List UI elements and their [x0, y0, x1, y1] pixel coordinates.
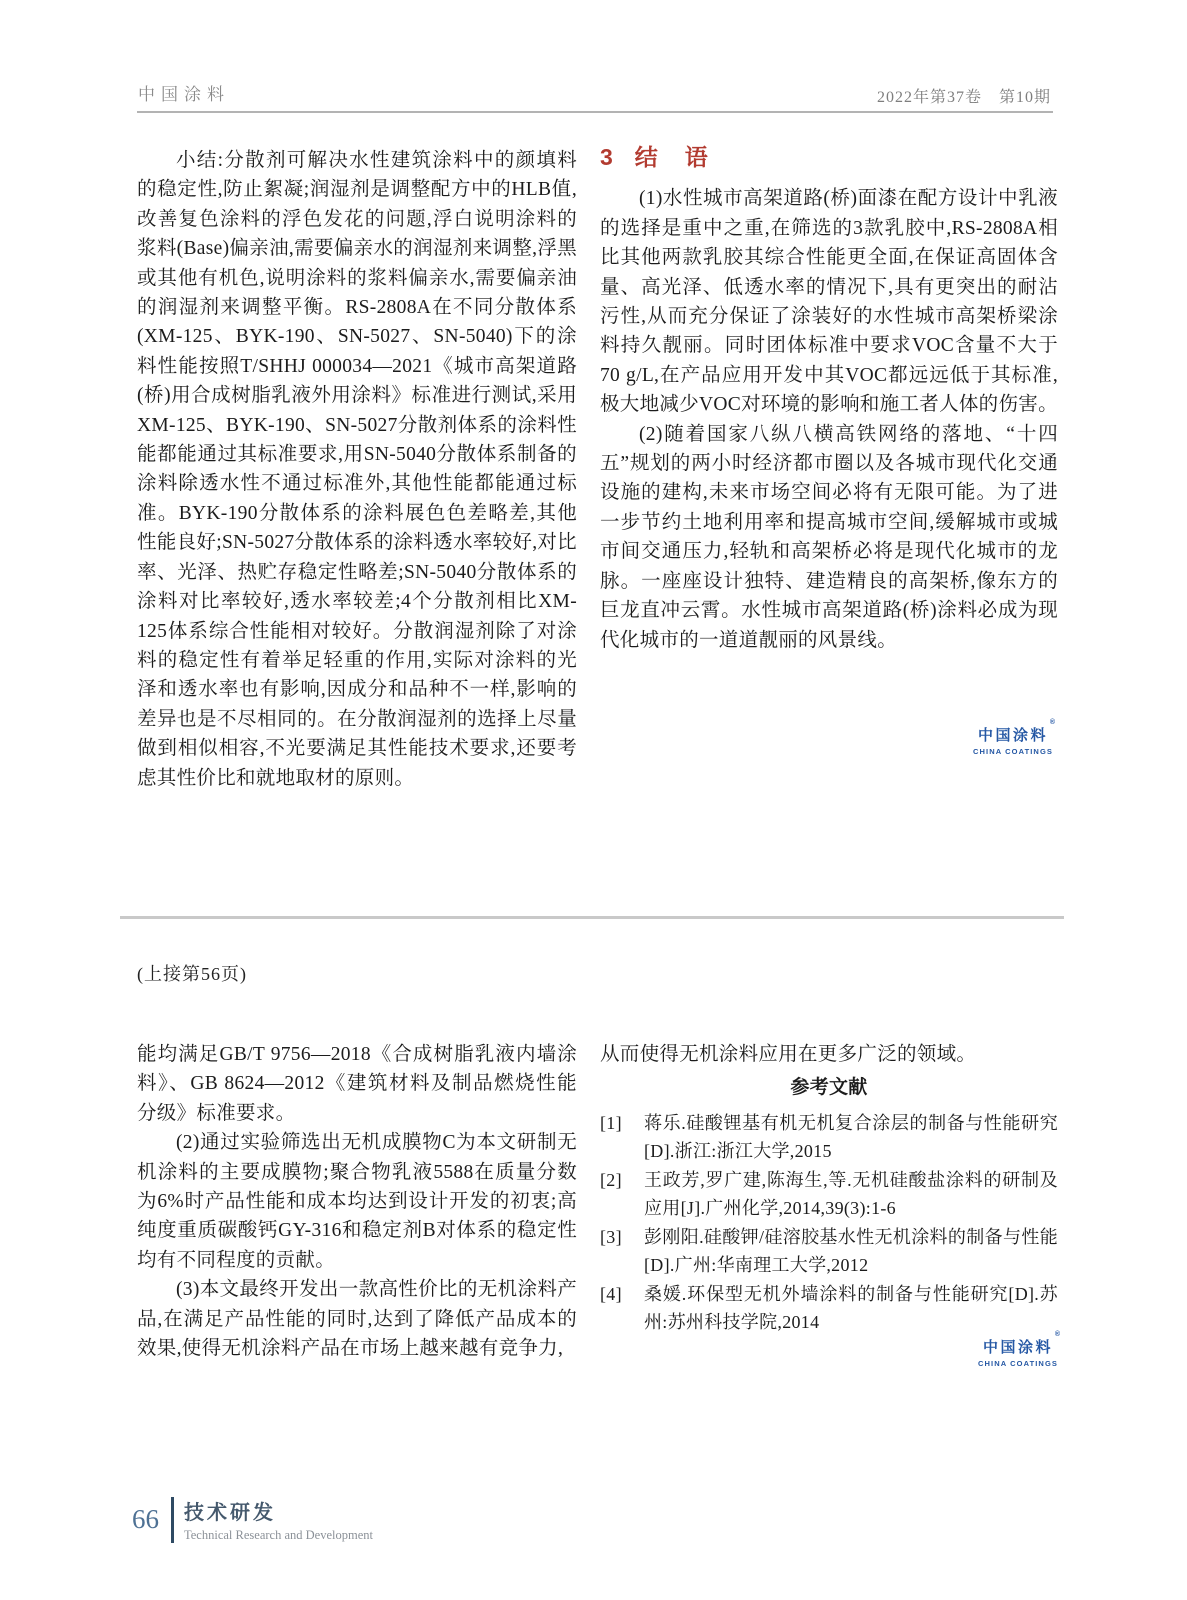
registered-mark-icon: ® — [1049, 719, 1055, 726]
reference-text: 桑媛.环保型无机外墙涂料的制备与性能研究[D].苏州:苏州科技学院,2014 — [644, 1283, 1058, 1333]
reference-item — [600, 1223, 1058, 1280]
logo-cn-text: 中国涂料 ® — [977, 719, 1055, 744]
logo-cn-text: 中国涂料 ® — [982, 1331, 1060, 1356]
reference-item — [600, 1109, 1058, 1166]
reference-text: 彭刚阳.硅酸钾/硅溶胶基水性无机涂料的制备与性能[D].广州:华南理工大学,2012 — [644, 1226, 1058, 1276]
section-title: 结 语 — [634, 144, 710, 170]
logo-en-text: CHINA COATINGS — [973, 747, 1053, 756]
page-footer — [132, 1496, 373, 1543]
top-left-column — [137, 146, 577, 793]
registered-mark-icon: ® — [1054, 1331, 1060, 1338]
journal-name: 中国涂料 — [138, 85, 230, 104]
continued-paragraph-1: 能均满足GB/T 9756—2018《合成树脂乳液内墙涂料》、GB 8624—2012《建筑材料及制品燃烧性能分级》标准要求。 — [137, 1044, 577, 1124]
page-number: 66 — [132, 1504, 159, 1534]
section-divider-rule — [120, 916, 1064, 919]
conclusion-paragraph-1: (1)水性城市高架道路(桥)面漆在配方设计中乳液的选择是重中之重,在筛选的3款乳胶中,RS-2808A相比其他两款乳胶其综合性能更全面,在保证高固体含量、高光泽、低透水率的情况下,具有更突出的耐沾污性,从而充分保证了涂装好的水性城市高架桥梁涂料持久靓丽。同时团体标准中要求VOC含量不大于70 g/L,在产品应用开发中其VOC都远远低于其标准,极大地减少VOC对环境的影响和施工者人体的伤害。 — [600, 188, 1058, 416]
issue-info: 2022年第37卷 第10期 — [876, 89, 1051, 106]
top-right-column — [600, 143, 1058, 655]
references-title: 参考文献 — [790, 1077, 868, 1099]
reference-number: [4] — [600, 1283, 622, 1304]
continued-paragraph-2: (2)通过实验筛选出无机成膜物C为本文研制无机涂料的主要成膜物;聚合物乳液5588在质量分数为6%时产品性能和成本均达到设计开发的初衷;高纯度重质碳酸钙GY-316和稳定剂B对体系的稳定性均有不同程度的贡献。 — [137, 1132, 577, 1271]
reference-number: [3] — [600, 1226, 622, 1247]
continued-paragraph-3: (3)本文最终开发出一款高性价比的无机涂料产品,在满足产品性能的同时,达到了降低产品成本的效果,使得无机涂料产品在市场上越来越有竞争力, — [137, 1279, 577, 1360]
footer-section-cn: 技术研发 — [184, 1502, 276, 1524]
footer-divider-bar — [171, 1497, 174, 1543]
references-list — [600, 1109, 1058, 1337]
continuation-note: (上接第56页) — [137, 964, 247, 984]
footer-section-block — [184, 1496, 373, 1543]
china-coatings-logo — [973, 719, 1055, 756]
reference-number: [1] — [600, 1112, 622, 1133]
summary-paragraph: 小结:分散剂可解决水性建筑涂料中的颜填料的稳定性,防止絮凝;润湿剂是调整配方中的HLB值,改善复色涂料的浮色发花的问题,浮白说明涂料的浆料(Base)偏亲油,需要偏亲水的润湿剂来调整,浮黑或其他有机色,说明涂料的浆料偏亲水,需要偏亲油的润湿剂来调整平衡。RS-2808A在不同分散体系(XM-125、BYK-190、SN-5027、SN-5040)下的涂料性能按照T/SHHJ 000034—2021《城市高架道路(桥)用合成树脂乳液外用涂料》标准进行测试,采用XM-125、BYK-190、SN-5027分散剂体系的涂料性能都能通过其标准要求,用SN-5040分散体系制备的涂料除透水性不通过标准外,其他性能都能通过标准。BYK-190分散体系的涂料展色色差略差,其他性能良好;SN-5027分散体系的涂料透水率较好,对比率、光泽、热贮存稳定性略差;SN-5040分散体系的涂料对比率较好,透水率较差;4个分散剂相比XM-125体系综合性能相对较好。分散润湿剂除了对涂料的稳定性有着举足轻重的作用,实际对涂料的光泽和透水率也有影响,因成分和品种不一样,影响的差异也是不尽相同的。在分散润湿剂的选择上尽量做到相似相容,不光要满足其性能技术要求,还要考虑其性价比和就地取材的原则。 — [137, 150, 577, 789]
reference-item — [600, 1280, 1058, 1337]
bottom-left-column — [137, 1040, 577, 1363]
conclusion-paragraph-2: (2)随着国家八纵八横高铁网络的落地、“十四五”规划的两小时经济都市圈以及各城市现代化交通设施的建构,未来市场空间必将有无限可能。为了进一步节约土地利用率和提高城市空间,缓解城市或城市间交通压力,轻轨和高架桥必将是现代化城市的龙脉。一座座设计独特、建造精良的高架桥,像东方的巨龙直冲云霄。水性城市高架道路(桥)涂料必成为现代化城市的一道道靓丽的风景线。 — [600, 423, 1058, 651]
bottom-right-column — [600, 1040, 1058, 1337]
section-number: 3 — [600, 144, 615, 170]
china-coatings-logo — [978, 1331, 1060, 1368]
continued-lead-line: 从而使得无机涂料应用在更多广泛的领域。 — [600, 1044, 977, 1065]
logo-en-text: CHINA COATINGS — [978, 1359, 1058, 1368]
reference-number: [2] — [600, 1169, 622, 1190]
reference-text: 王政芳,罗广建,陈海生,等.无机硅酸盐涂料的研制及应用[J].广州化学,2014,39(3):1-6 — [644, 1169, 1058, 1219]
header-rule — [137, 111, 1053, 113]
footer-section-en: Technical Research and Development — [184, 1528, 373, 1542]
reference-item — [600, 1166, 1058, 1223]
section-heading — [600, 143, 1058, 172]
reference-text: 蒋乐.硅酸锂基有机无机复合涂层的制备与性能研究[D].浙江:浙江大学,2015 — [644, 1112, 1058, 1162]
